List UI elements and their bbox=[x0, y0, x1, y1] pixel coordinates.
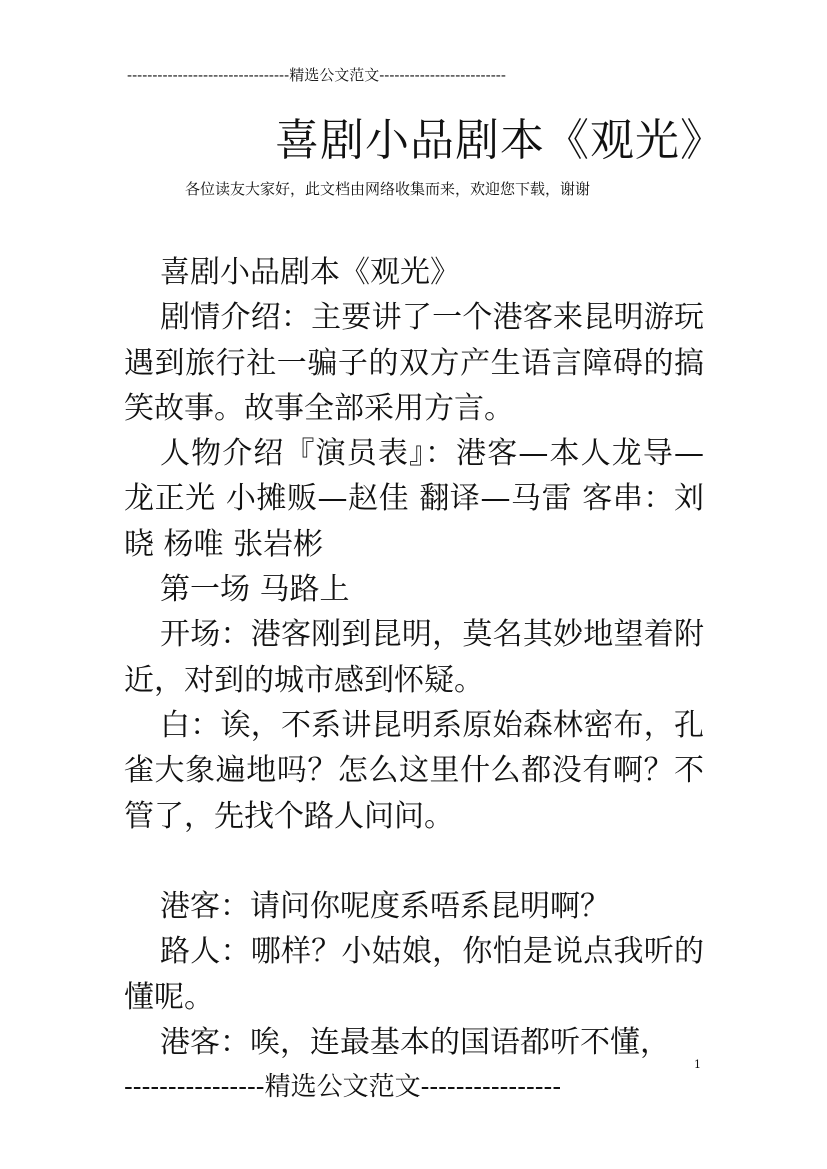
document-subtitle: 各位读友大家好，此文档由网络收集而来，欢迎您下载，谢谢 bbox=[185, 180, 591, 198]
document-title: 喜剧小品剧本《观光》 bbox=[275, 115, 725, 166]
page-footer: ----------------精选公文范文---------------- bbox=[124, 1072, 562, 1102]
body-paragraph: 港客：唉，连最基本的国语都听不懂， bbox=[160, 1025, 670, 1061]
body-paragraph: 开场：港客刚到昆明，莫名其妙地望着附近，对到的城市感到怀疑。 bbox=[124, 617, 704, 698]
page-header: --------------------------------精选公文范文------------------------- bbox=[127, 66, 506, 84]
body-paragraph: 第一场 马路上 bbox=[160, 572, 350, 608]
body-paragraph: 剧情介绍：主要讲了一个港客来昆明游玩遇到旅行社一骗子的双方产生语言障碍的搞笑故事。故事全部采用方言。 bbox=[124, 300, 704, 426]
blank-line bbox=[124, 839, 704, 884]
body-paragraph: 港客：请问你呢度系唔系昆明啊？ bbox=[160, 889, 610, 925]
document-body bbox=[124, 250, 704, 1065]
body-paragraph: 白：诶，不系讲昆明系原始森林密布，孔雀大象遍地吗？怎么这里什么都没有啊？不管了，先找个路人问问。 bbox=[124, 707, 704, 834]
body-paragraph: 喜剧小品剧本《观光》 bbox=[160, 255, 460, 290]
page-number: 1 bbox=[694, 1058, 701, 1071]
body-paragraph: 路人：哪样？小姑娘，你怕是说点我听的懂呢。 bbox=[124, 934, 704, 1015]
body-paragraph: 人物介绍『演员表』：港客—本人龙导—龙正光 小摊贩—赵佳 翻译—马雷 客串：刘晓 杨唯 张岩彬 bbox=[124, 436, 704, 562]
